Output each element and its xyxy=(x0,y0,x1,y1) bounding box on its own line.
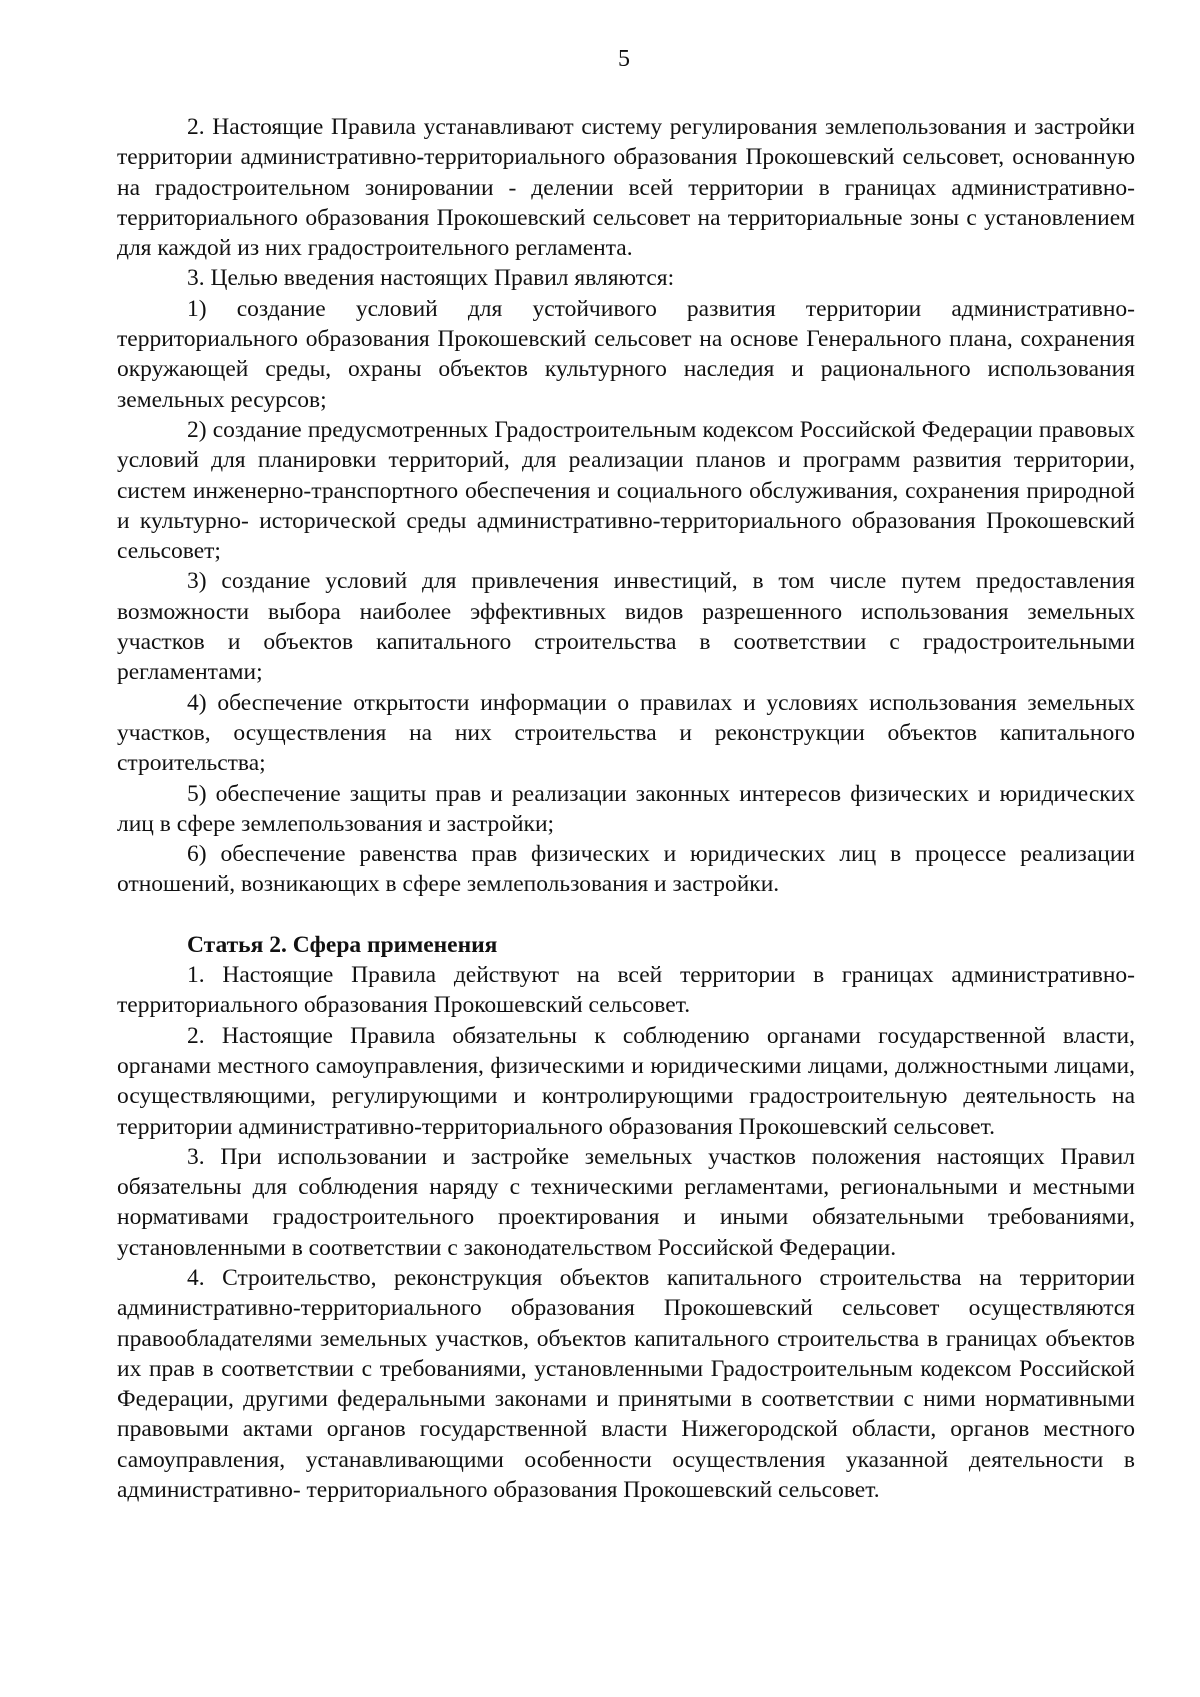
list-item-goal-4: 4) обеспечение открытости информации о правилах и условиях использования земельных участков, осуществления на них строительства и реконструкции объектов капитального строительства; xyxy=(117,689,1135,777)
list-item-goal-5: 5) обеспечение защиты прав и реализации законных интересов физических и юридических лиц в сфере землепользования и застройки; xyxy=(117,780,1135,837)
paragraph-scope-4: 4. Строительство, реконструкция объектов капитального строительства на территории административно-территориального образования Прокошевский сельсовет осуществляются правообладателями земельных участков, объектов капитального строительства в границах объектов их прав в соответствии с требованиями, установленными Градостроительным кодексом Российской Федерации, другими федеральными законами и принятыми в соответствии с ними нормативными правовыми актами органов государственной власти Нижегородской области, органов местного самоуправления, устанавливающими особенности осуществления указанной деятельности в административно- территориального образования Прокошевский сельсовет. xyxy=(117,1264,1135,1504)
paragraph-scope-1: 1. Настоящие Правила действуют на всей территории в границах административно-территориального образования Прокошевский сельсовет. xyxy=(117,962,1135,1019)
article-heading: Статья 2. Сфера применения xyxy=(187,931,498,958)
paragraph-scope-3: 3. При использовании и застройке земельных участков положения настоящих Правил обязательны для соблюдения наряду с техническими регламентами, региональными и местными нормативами градостроительного проектирования и иными обязательными требованиями, установленными в соответствии с законодательством Российской Федерации. xyxy=(117,1143,1135,1261)
list-item-goal-1: 1) создание условий для устойчивого развития территории административно-территориального образования Прокошевский сельсовет на основе Генерального плана, сохранения окружающей среды, охраны объектов культурного наследия и рационального использования земельных ресурсов; xyxy=(117,295,1135,413)
list-item-goal-2: 2) создание предусмотренных Градостроительным кодексом Российской Федерации правовых условий для планировки территорий, для реализации планов и программ развития территории, систем инженерно-транспортного обеспечения и социального обслуживания, сохранения природной и культурно- исторической среды административно-территориального образования Прокошевский сельсовет; xyxy=(117,416,1135,565)
list-item-goal-6: 6) обеспечение равенства прав физических и юридических лиц в процессе реализации отношений, возникающих в сфере землепользования и застройки. xyxy=(117,841,1135,898)
document-body xyxy=(117,112,1135,1505)
list-item-goal-3: 3) создание условий для привлечения инвестиций, в том числе путем предоставления возможности выбора наиболее эффективных видов разрешенного использования земельных участков и объектов капитального строительства в соответствии с градостроительными регламентами; xyxy=(117,568,1135,686)
paragraph-scope-2: 2. Настоящие Правила обязательны к соблюдению органами государственной власти, органами местного самоуправления, физическими и юридическими лицами, должностными лицами, осуществляющими, регулирующими и контролирующими градостроительную деятельность на территории административно-территориального образования Прокошевский сельсовет. xyxy=(117,1022,1135,1140)
paragraph-rules-system: 2. Настоящие Правила устанавливают систему регулирования землепользования и застройки территории административно-территориального образования Прокошевский сельсовет, основанную на градостроительном зонировании - делении всей территории в границах административно- территориального образования Прокошевский сельсовет на территориальные зоны с установлением для каждой из них градостроительного регламента. xyxy=(117,114,1135,262)
page-number: 5 xyxy=(618,46,630,72)
paragraph-goals-intro: 3. Целью введения настоящих Правил являются: xyxy=(187,265,675,292)
